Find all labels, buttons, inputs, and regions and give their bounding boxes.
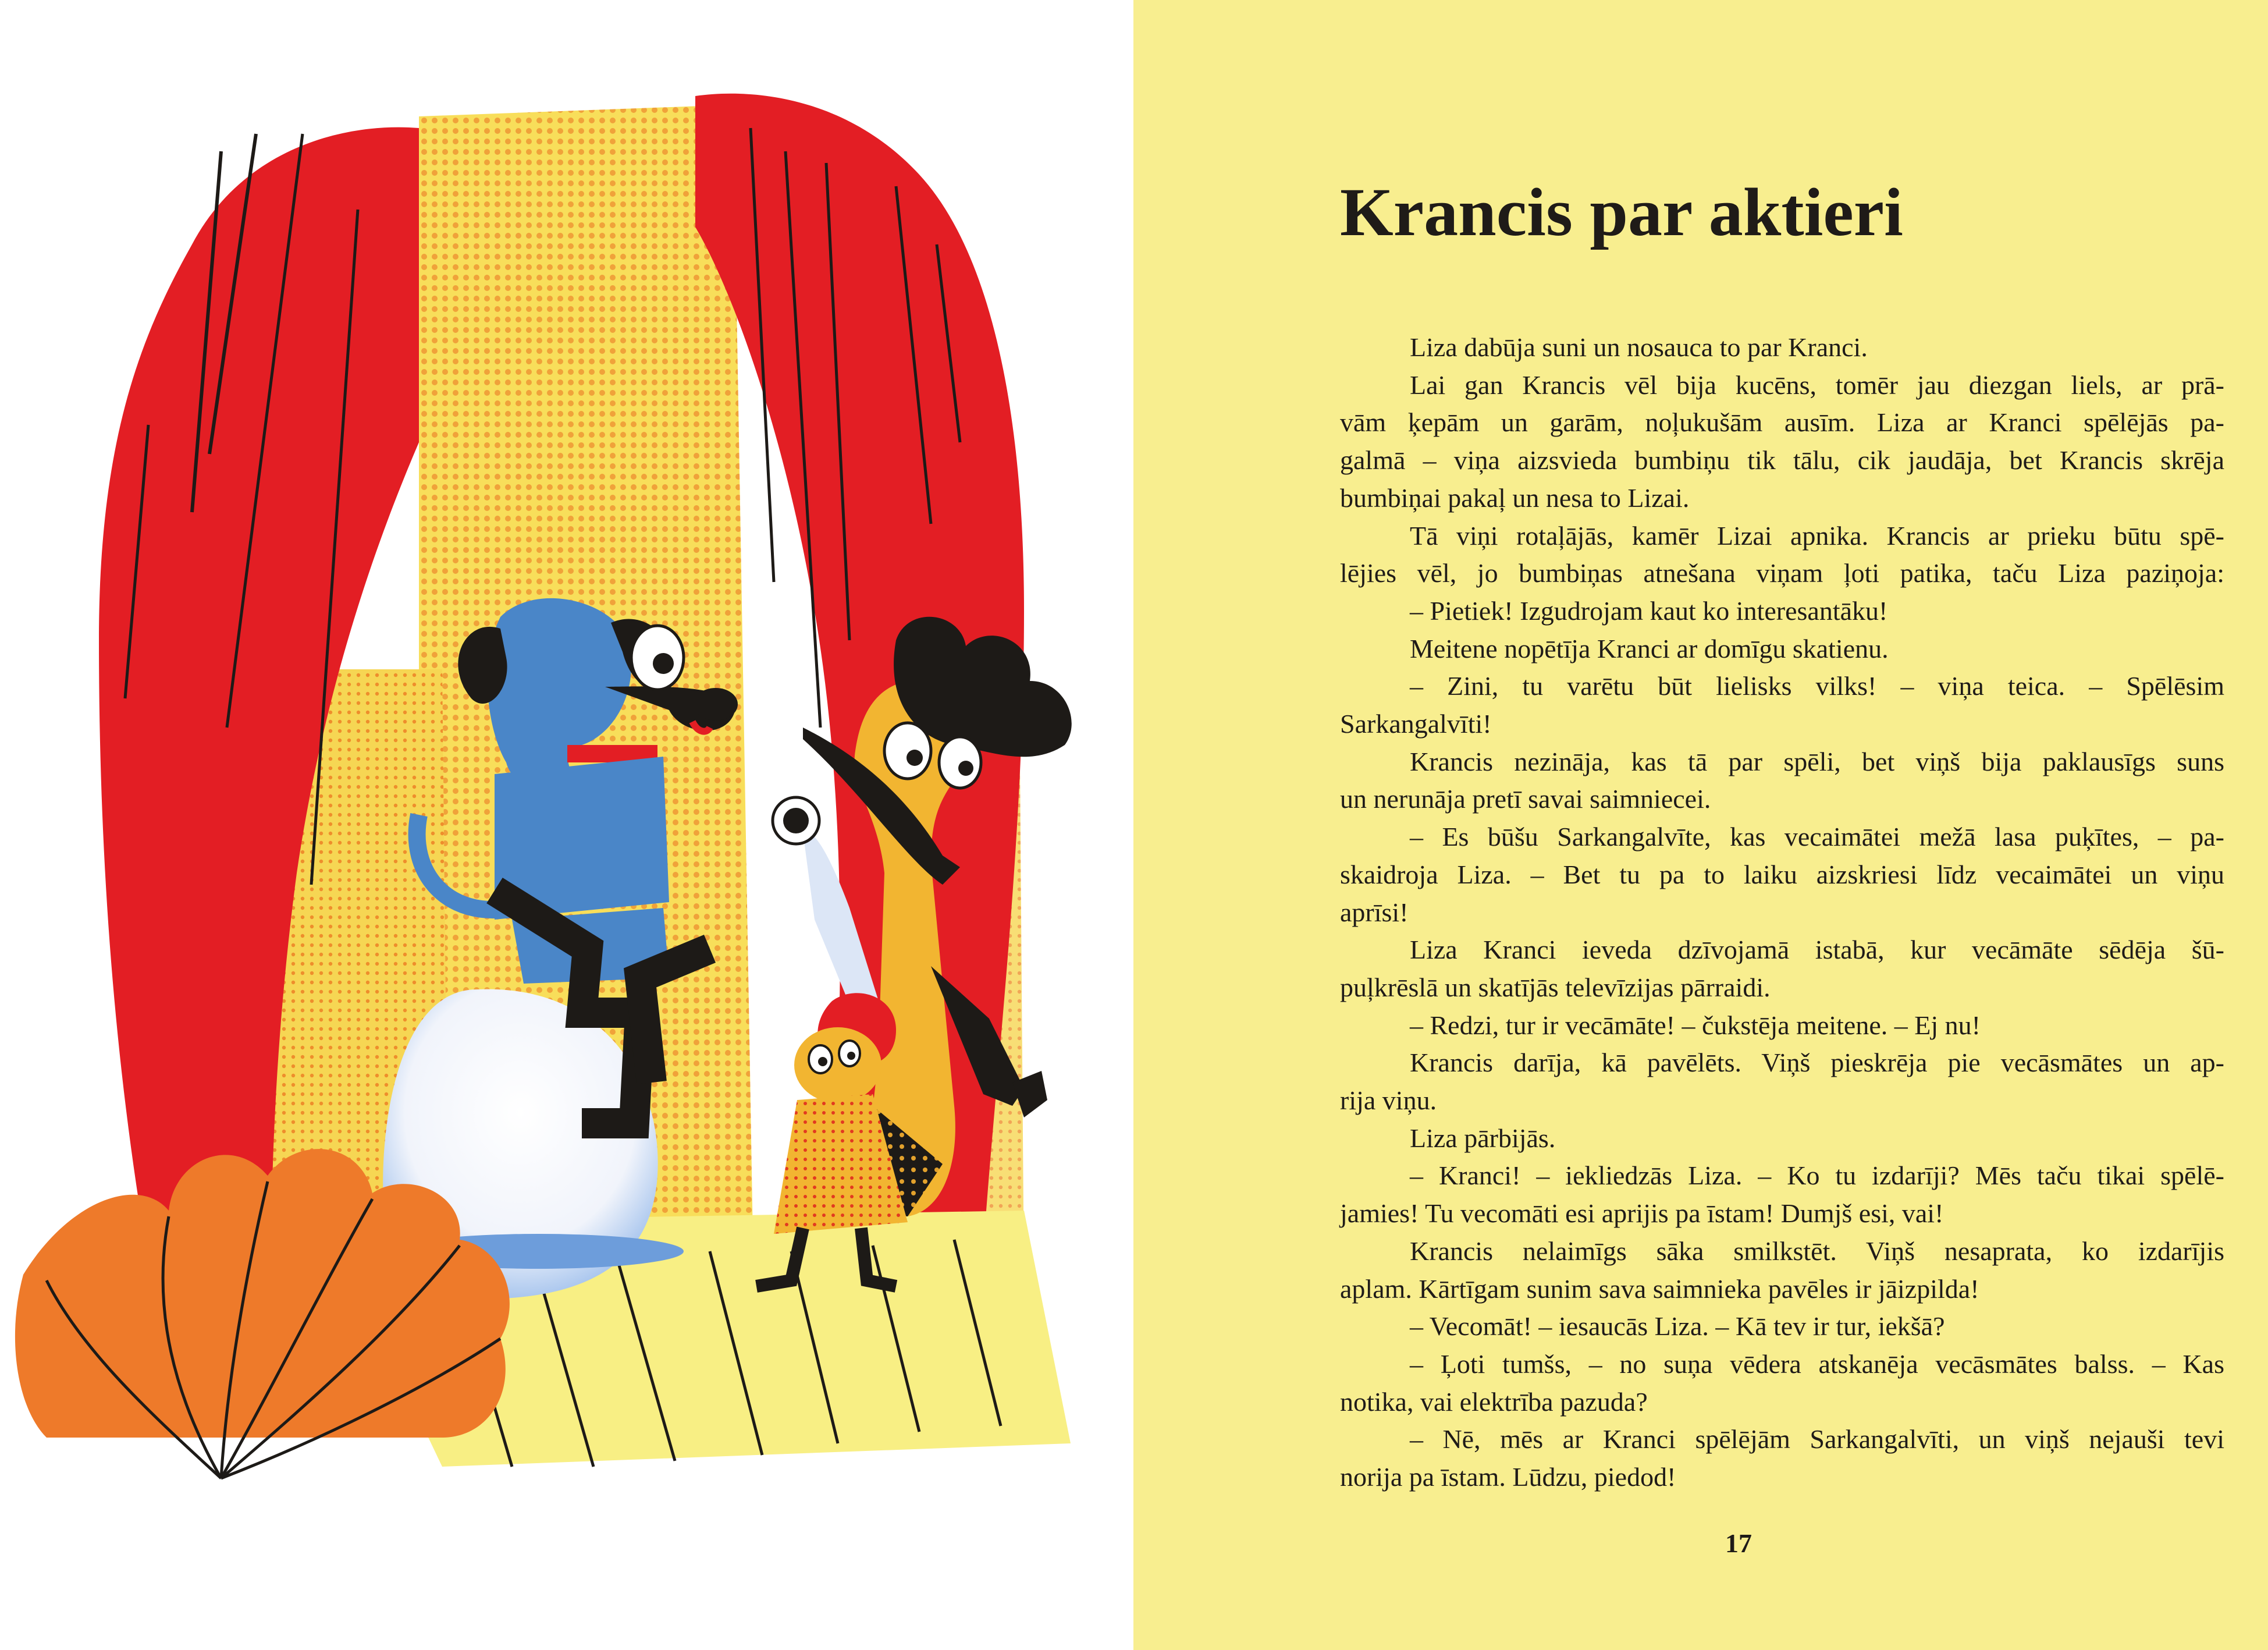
story-line: – Zini, tu varētu būt lielisks vilks! – viņa teica. – Spēlēsim — [1410, 671, 2224, 701]
page-number: 17 — [1725, 1528, 1752, 1558]
story-line: lējies vēl, jo bumbiņas atnešana viņam ļoti patika, taču Liza paziņoja: — [1340, 558, 2224, 588]
story-line: Krancis nelaimīgs sāka smilkstēt. Viņš nesaprata, ko izdarījis — [1410, 1236, 2224, 1266]
story-line: – Kranci! – iekliedzās Liza. – Ko tu izdarīji? Mēs taču tikai spēlē- — [1410, 1161, 2224, 1191]
story-line: Liza dabūja suni un nosauca to par Kranci. — [1410, 332, 1868, 362]
story-line: puļkrēslā un skatījās televīzijas pārraidi. — [1340, 972, 1771, 1002]
story-body — [1340, 329, 2224, 1496]
story-line: Liza pārbijās. — [1410, 1123, 1556, 1153]
story-line: – Pietiek! Izgudrojam kaut ko interesantāku! — [1410, 595, 1888, 626]
story-line: Liza Kranci ieveda dzīvojamā istabā, kur vecāmāte sēdēja šū- — [1410, 935, 2224, 965]
story-line: bumbiņai pakaļ un nesa to Lizai. — [1340, 482, 1690, 513]
story-line: Lai gan Krancis vēl bija kucēns, tomēr jau diezgan liels, ar prā- — [1410, 370, 2224, 400]
story-line: – Vecomāt! – iesaucās Liza. – Kā tev ir tur, iekšā? — [1410, 1311, 1945, 1342]
story-line: rija viņu. — [1340, 1085, 1437, 1116]
story-line: Meitene nopētīja Kranci ar domīgu skatienu. — [1410, 633, 1889, 663]
story-line: aprīsi! — [1340, 897, 1409, 927]
story-line: – Redzi, tur ir vecāmāte! – čukstēja meitene. – Ej nu! — [1410, 1010, 1981, 1040]
story-title: Krancis par aktieri — [1340, 174, 1903, 250]
story-line: aplam. Kārtīgam sunim sava saimnieka pavēles ir jāizpilda! — [1340, 1273, 1979, 1304]
illustration-page — [0, 0, 1133, 1650]
story-line: vām ķepām un garām, noļukušām ausīm. Liza ar Kranci spēlējās pa- — [1340, 407, 2224, 438]
story-line: Tā viņi rotaļājās, kamēr Lizai apnika. Krancis ar prieku būtu spē- — [1410, 520, 2224, 551]
story-line: jamies! Tu vecomāti esi aprijis pa īstam! Dumjš esi, vai! — [1340, 1198, 1944, 1229]
text-page — [1133, 0, 2268, 1650]
story-line: norija pa īstam. Lūdzu, piedod! — [1340, 1462, 1676, 1492]
story-line: Sarkangalvīti! — [1340, 709, 1492, 739]
story-line: skaidroja Liza. – Bet tu pa to laiku aizskriesi līdz vecaimātei un viņu — [1340, 859, 2224, 889]
story-line: Krancis nezināja, kas tā par spēli, bet viņš bija paklausīgs suns — [1410, 746, 2224, 776]
orange-bush — [15, 1149, 510, 1478]
story-line: notika, vai elektrība pazuda? — [1340, 1386, 1648, 1417]
story-line: – Es būšu Sarkangalvīte, kas vecaimātei mežā lasa puķītes, – pa- — [1410, 822, 2224, 852]
story-line: – Nē, mēs ar Kranci spēlējām Sarkangalvīti, un viņš nejauši tevi — [1410, 1424, 2224, 1454]
story-line: galmā – viņa aizsvieda bumbiņu tik tālu, cik jaudāja, bet Krancis skrēja — [1340, 445, 2224, 476]
puppet-theater-illustration — [0, 0, 1133, 1650]
story-line: Krancis darīja, kā pavēlēts. Viņš pieskrēja pie vecāsmātes un ap- — [1410, 1048, 2224, 1078]
story-line: un nerunāja pretī savai saimniecei. — [1340, 784, 1711, 814]
story-line: – Ļoti tumšs, – no suņa vēdera atskanēja vecāsmātes balss. – Kas — [1410, 1349, 2224, 1379]
